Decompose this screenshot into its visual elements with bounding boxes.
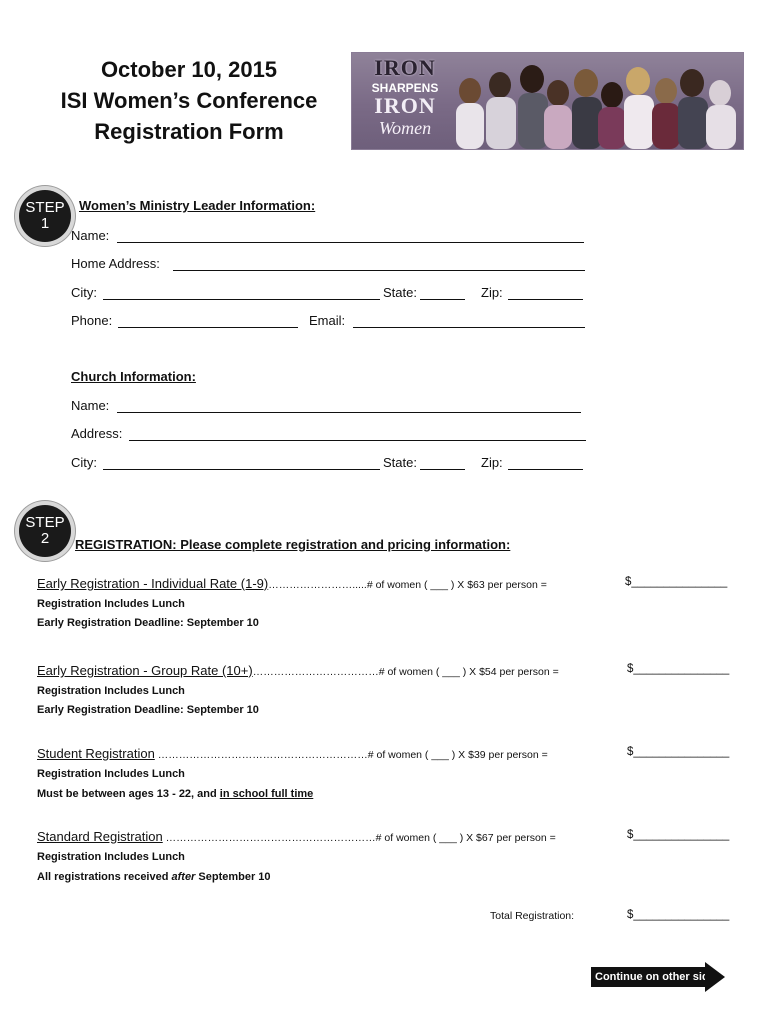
early-group-title: Early Registration - Group Rate (10+) <box>37 663 253 678</box>
church-name-label: Name: <box>71 398 110 413</box>
leader-info-heading: Women’s Ministry Leader Information: <box>79 198 316 213</box>
step-1-number: 1 <box>40 215 50 232</box>
home-address-field[interactable] <box>173 270 585 271</box>
step-1-word: STEP <box>25 199 65 216</box>
phone-field[interactable] <box>118 327 298 328</box>
standard-title: Standard Registration <box>37 829 163 844</box>
total-amount[interactable]: $_______________ <box>627 909 730 921</box>
church-state-field[interactable] <box>420 469 465 470</box>
standard-amount[interactable]: $_______________ <box>627 829 730 841</box>
early-individual-lunch-note: Registration Includes Lunch <box>37 598 185 610</box>
student-eligibility-note <box>37 788 313 800</box>
student-title: Student Registration <box>37 746 155 761</box>
church-state-label: State: <box>383 455 417 470</box>
step-2-number: 2 <box>40 530 50 547</box>
student-lunch-note: Registration Includes Lunch <box>37 768 185 780</box>
standard-after-note <box>37 871 271 883</box>
title-form-name: Registration Form <box>94 119 284 144</box>
standard-row <box>37 828 556 846</box>
title-conference: ISI Women’s Conference <box>60 88 318 113</box>
church-name-field[interactable] <box>117 412 581 413</box>
leader-dots: ……………………………… <box>252 666 379 678</box>
step-2-word: STEP <box>25 514 65 531</box>
banner-word-sharpens: SHARPENS <box>371 81 439 95</box>
registration-heading: REGISTRATION: Please complete registration and pricing information: <box>75 537 511 552</box>
early-group-row <box>37 662 559 680</box>
early-group-lunch-note: Registration Includes Lunch <box>37 685 185 697</box>
standard-after-text-a: All registrations received <box>37 871 172 883</box>
early-individual-amount[interactable]: $_______________ <box>625 576 728 588</box>
student-row <box>37 745 548 763</box>
city-field[interactable] <box>103 299 380 300</box>
standard-after-text-c: September 10 <box>195 871 271 883</box>
title-date: October 10, 2015 <box>100 57 278 82</box>
step-1-badge <box>19 190 71 242</box>
church-info-heading: Church Information: <box>71 369 196 384</box>
banner-word-women: Women <box>378 118 432 138</box>
leader-dots: ……………………..... <box>268 579 367 591</box>
student-full-time-text: in school full time <box>219 788 314 800</box>
standard-calc[interactable]: # of women ( ___ ) X $67 per person = <box>375 832 556 844</box>
banner-word-iron-2: IRON <box>374 93 436 118</box>
church-zip-field[interactable] <box>508 469 583 470</box>
student-calc[interactable]: # of women ( ___ ) X $39 per person = <box>367 749 548 761</box>
early-individual-row <box>37 575 547 593</box>
total-label: Total Registration: <box>490 910 575 922</box>
phone-label: Phone: <box>71 313 113 328</box>
city-label: City: <box>71 285 97 300</box>
banner-logo-text <box>362 57 448 139</box>
state-label: State: <box>383 285 417 300</box>
women-group-illustration <box>456 65 736 149</box>
email-label: Email: <box>309 313 346 328</box>
form-title <box>50 54 328 147</box>
arrow-right-icon <box>705 962 725 992</box>
banner-word-iron: IRON <box>374 55 436 80</box>
leader-dots: …………………………………………………… <box>162 832 376 844</box>
zip-label: Zip: <box>481 285 503 300</box>
church-address-label: Address: <box>71 426 123 441</box>
email-field[interactable] <box>353 327 585 328</box>
zip-field[interactable] <box>508 299 583 300</box>
early-individual-deadline-note: Early Registration Deadline: September 10 <box>37 617 259 629</box>
early-individual-calc[interactable]: # of women ( ___ ) X $63 per person = <box>366 579 547 591</box>
church-city-label: City: <box>71 455 97 470</box>
early-group-amount[interactable]: $_______________ <box>627 663 730 675</box>
banner-photo-group <box>448 53 743 149</box>
step-2-badge <box>19 505 71 557</box>
student-eligibility-text: Must be between ages 13 - 22, and <box>37 788 220 800</box>
standard-after-emphasis: after <box>171 871 196 883</box>
home-address-label: Home Address: <box>71 256 160 271</box>
name-field[interactable] <box>117 242 584 243</box>
early-individual-title: Early Registration - Individual Rate (1-9) <box>37 576 269 591</box>
standard-lunch-note: Registration Includes Lunch <box>37 851 185 863</box>
leader-dots: …………………………………………………… <box>154 749 368 761</box>
state-field[interactable] <box>420 299 465 300</box>
student-amount[interactable]: $_______________ <box>627 746 730 758</box>
church-zip-label: Zip: <box>481 455 503 470</box>
church-city-field[interactable] <box>103 469 380 470</box>
name-label: Name: <box>71 228 110 243</box>
early-group-deadline-note: Early Registration Deadline: September 10 <box>37 704 259 716</box>
conference-banner <box>351 52 744 150</box>
early-group-calc[interactable]: # of women ( ___ ) X $54 per person = <box>378 666 559 678</box>
continue-arrow-label: Continue on other side <box>591 967 709 987</box>
church-address-field[interactable] <box>129 440 586 441</box>
